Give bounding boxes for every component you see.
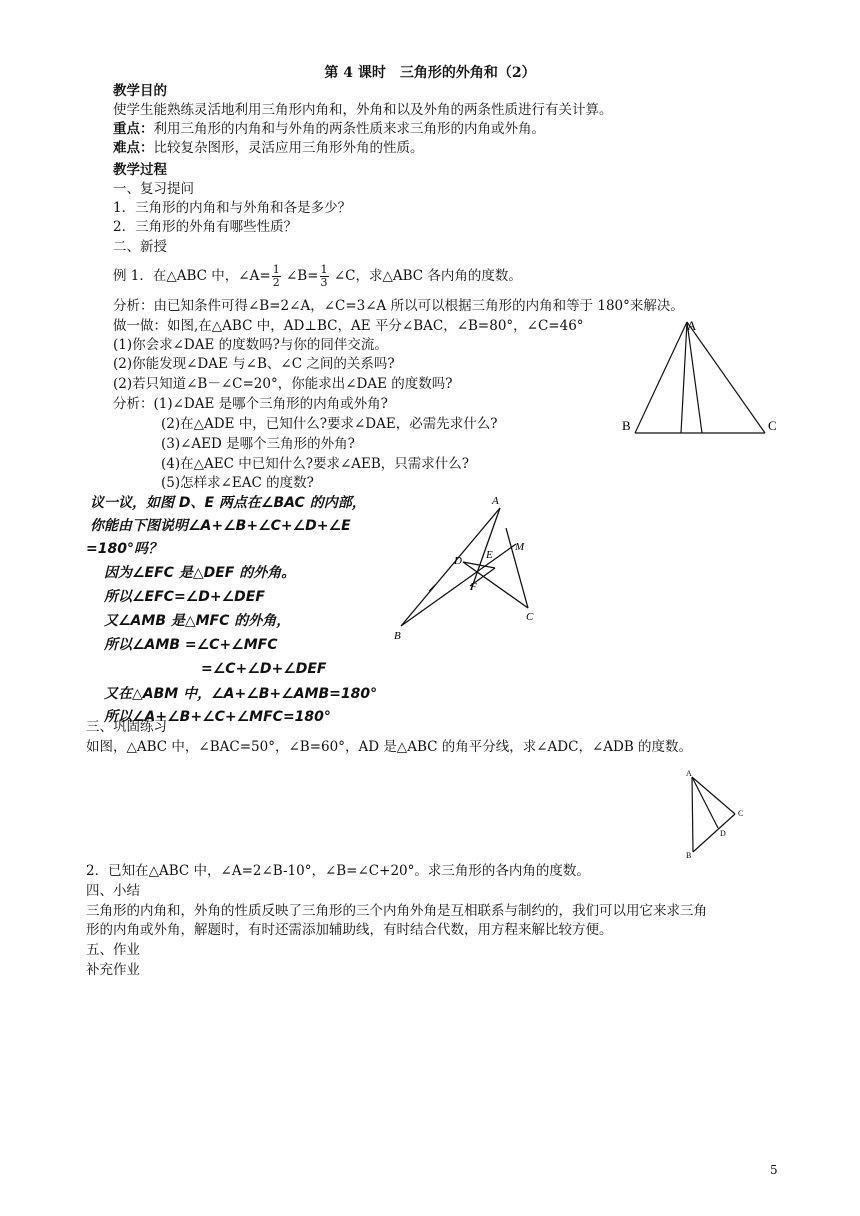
scan-line-3: =180°吗？ (86, 541, 162, 557)
example-suffix: ∠C，求△ABC 各内角的度数。 (333, 268, 522, 284)
try-question-2: (2)你能发现∠DAE 与∠B、∠C 之间的关系吗? (113, 356, 395, 372)
process-heading: 教学过程 (113, 162, 167, 178)
scan-line-4: 因为∠EFC 是△DEF 的外角。 (104, 565, 296, 581)
label-b: B (622, 418, 631, 433)
example-mid: ∠B= (285, 268, 319, 284)
objectives-text: 使学生能熟练灵活地利用三角形内角和，外角和以及外角的两条性质进行有关计算。 (113, 102, 613, 118)
side-ab (692, 777, 693, 852)
label-a: A (687, 318, 697, 333)
label-m: M (515, 541, 525, 553)
scan-line-8: =∠C+∠D+∠DEF (201, 661, 327, 677)
review-question-2: 2．三角形的外角有哪些性质？ (113, 219, 298, 235)
review-heading: 一、复习提问 (113, 181, 194, 197)
difficulty-point (113, 139, 424, 157)
label-d: D (720, 829, 726, 838)
label-d: D (454, 555, 462, 567)
key-text: 利用三角形的内角和与外角的两条性质来求三角形的内角或外角。 (153, 121, 545, 137)
label-b: B (394, 630, 401, 642)
page-title: 第 4 课时 三角形的外角和（2） (324, 65, 536, 81)
bisector-ad (692, 777, 718, 828)
scan-line-5: 所以∠EFC=∠D+∠DEF (104, 589, 265, 605)
objectives-heading: 教学目的 (113, 83, 167, 99)
homework-text: 补充作业 (86, 962, 140, 978)
star-figure (388, 492, 558, 644)
analysis-step-5: (5)怎样求∠EAC 的度数? (161, 475, 314, 491)
try-question-3: (2)若只知道∠B－∠C=20°，你能求出∠DAE 的度数吗? (113, 376, 453, 392)
review-question-1: 1．三角形的内角和与外角和各是多少？ (113, 200, 352, 216)
label-c: C (768, 418, 777, 433)
new-heading: 二、新授 (113, 239, 167, 255)
summary-line-1: 三角形的内角和，外角的性质反映了三角形的三个内角外角是互相联系与制约的，我们可以用它来求三角 (86, 903, 707, 919)
scan-line-1: 议一议，如图 D、E 两点在∠BAC 的内部， (90, 495, 366, 511)
analysis-step-2: (2)在△ADE 中，已知什么?要求∠DAE，必需先求什么? (161, 416, 498, 432)
analysis-step-3: (3)∠AED 是哪个三角形的外角? (161, 436, 355, 452)
scan-line-2: 你能由下图说明∠A+∠B+∠C+∠D+∠E (90, 518, 351, 534)
tick-mark (429, 585, 435, 591)
scan-line-6: 又∠AMB 是△MFC 的外角， (104, 613, 291, 629)
page-number: 5 (770, 1163, 778, 1177)
scan-line-9: 又在△ABM 中，∠A+∠B+∠AMB=180° (104, 686, 378, 702)
triangle-figure-3 (682, 768, 752, 860)
side-ac (692, 777, 735, 814)
bisector-ae (687, 322, 702, 433)
line-ab (401, 508, 500, 626)
scan-line-10: 所以∠A+∠B+∠C+∠MFC=180° (104, 709, 331, 725)
altitude-ad (681, 322, 687, 433)
scan-line-7: 所以∠AMB =∠C+∠MFC (104, 637, 278, 653)
analysis-step-4: (4)在△AEC 中已知什么?要求∠AEB，只需求什么? (161, 456, 470, 472)
label-a: A (492, 495, 499, 507)
difficulty-text: 比较复杂图形，灵活应用三角形外角的性质。 (153, 140, 424, 156)
side-ac (687, 322, 765, 433)
fraction-half: $\frac{1}{2}$ (272, 263, 280, 289)
label-c: C (526, 611, 534, 623)
summary-heading: 四、小结 (86, 883, 140, 899)
homework-heading: 五、作业 (86, 942, 140, 958)
try-question-1: (1)你会求∠DAE 的度数吗?与你的同伴交流。 (113, 337, 388, 353)
summary-line-2: 形的内角或外角，解题时，有时还需添加辅助线，有时结合代数，用方程来解比较方便。 (86, 922, 613, 938)
label-b: B (686, 851, 692, 860)
practice-heading: 三、巩固练习 (86, 719, 167, 735)
example-1 (113, 262, 522, 290)
label-c: C (738, 809, 744, 818)
triangle-figure-1 (616, 314, 786, 436)
analysis-2-label: 分析： (113, 396, 154, 412)
key-label: 重点： (113, 121, 154, 137)
analysis-1: 分析：由已知条件可得∠B=2∠A，∠C=3∠A 所以可以根据三角形的内角和等于 180°来解决。 (113, 298, 684, 314)
fraction-third: $\frac{1}{3}$ (320, 263, 328, 289)
key-point (113, 120, 545, 138)
label-e: E (486, 549, 493, 561)
practice-problem-1: 如图，△ABC 中，∠BAC=50°，∠B=60°，AD 是△ABC 的角平分线，求∠ADC，∠ADB 的度数。 (86, 739, 693, 755)
difficulty-label: 难点： (113, 140, 154, 156)
label-f: F (470, 581, 477, 593)
practice-problem-2: 2．已知在△ABC 中，∠A=2∠B-10°，∠B=∠C+20°。求三角形的各内角的度数。 (86, 863, 590, 879)
analysis-2 (113, 395, 388, 413)
analysis-step-1: (1)∠DAE 是哪个三角形的内角或外角? (153, 396, 388, 412)
example-prefix: 例 1．在△ABC 中，∠A= (113, 268, 271, 284)
side-ab (635, 322, 687, 433)
label-a: A (686, 769, 692, 778)
line-mc (506, 528, 528, 608)
try-it-intro: 做一做：如图,在△ABC 中，AD⊥BC，AE 平分∠BAC，∠B=80°，∠C=46° (113, 318, 584, 334)
